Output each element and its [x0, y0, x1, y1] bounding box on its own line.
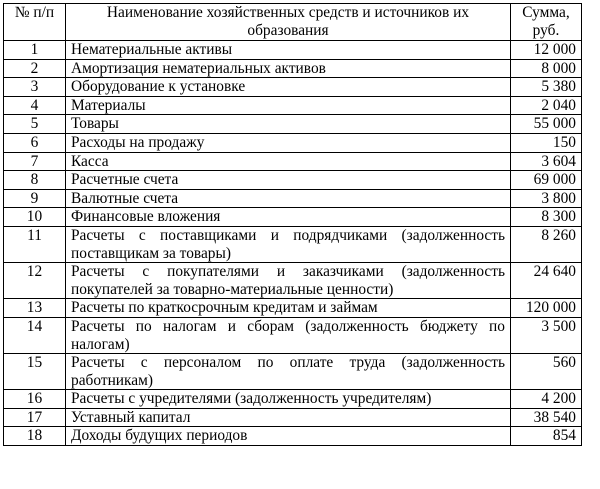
table-row — [4, 171, 582, 190]
row-number: 17 — [4, 408, 66, 427]
table-row — [4, 427, 582, 446]
row-number: 10 — [4, 208, 66, 227]
row-name: Амортизация нематериальных активов — [66, 59, 511, 78]
row-name: Оборудование к установке — [66, 78, 511, 97]
row-number: 7 — [4, 152, 66, 171]
row-name: Валютные счета — [66, 189, 511, 208]
row-name: Расходы на продажу — [66, 133, 511, 152]
row-name: Нематериальные активы — [66, 41, 511, 60]
row-sum: 8 000 — [511, 59, 582, 78]
assets-sources-table — [3, 3, 582, 446]
row-name: Расчеты с поставщиками и подрядчиками (задолженность поставщикам за товары) — [66, 226, 511, 262]
row-name: Уставный капитал — [66, 408, 511, 427]
row-number: 9 — [4, 189, 66, 208]
row-number: 8 — [4, 171, 66, 190]
row-sum: 4 200 — [511, 390, 582, 409]
table-row — [4, 115, 582, 134]
table-row — [4, 390, 582, 409]
row-name: Расчеты с покупателями и заказчиками (задолженность покупателей за товарно-материальные ценности) — [66, 263, 511, 299]
row-sum: 69 000 — [511, 171, 582, 190]
row-sum: 3 500 — [511, 317, 582, 353]
row-number: 11 — [4, 226, 66, 262]
row-sum: 5 380 — [511, 78, 582, 97]
row-name: Расчеты по налогам и сборам (задолженность бюджету по налогам) — [66, 317, 511, 353]
table-row — [4, 226, 582, 262]
row-name: Расчеты с персоналом по оплате труда (задолженность работникам) — [66, 354, 511, 390]
row-number: 15 — [4, 354, 66, 390]
row-sum: 8 260 — [511, 226, 582, 262]
row-name: Расчетные счета — [66, 171, 511, 190]
row-sum: 38 540 — [511, 408, 582, 427]
table-row — [4, 354, 582, 390]
row-name: Материалы — [66, 96, 511, 115]
row-number: 6 — [4, 133, 66, 152]
table-row — [4, 208, 582, 227]
table-row — [4, 189, 582, 208]
row-name: Касса — [66, 152, 511, 171]
row-name: Товары — [66, 115, 511, 134]
row-number: 18 — [4, 427, 66, 446]
table-row — [4, 317, 582, 353]
row-sum: 3 800 — [511, 189, 582, 208]
row-sum: 120 000 — [511, 299, 582, 318]
row-sum: 3 604 — [511, 152, 582, 171]
table-header-row — [4, 4, 582, 41]
table-body — [4, 41, 582, 446]
table-row — [4, 78, 582, 97]
table-row — [4, 59, 582, 78]
row-sum: 8 300 — [511, 208, 582, 227]
row-sum: 55 000 — [511, 115, 582, 134]
table-row — [4, 299, 582, 318]
table-row — [4, 152, 582, 171]
row-sum: 24 640 — [511, 263, 582, 299]
row-sum: 150 — [511, 133, 582, 152]
row-sum: 12 000 — [511, 41, 582, 60]
row-name: Финансовые вложения — [66, 208, 511, 227]
table-row — [4, 133, 582, 152]
row-name: Расчеты с учредителями (задолженность учредителям) — [66, 390, 511, 409]
table-row — [4, 41, 582, 60]
row-sum: 560 — [511, 354, 582, 390]
header-name: Наименование хозяйственных средств и источников их образования — [66, 4, 511, 41]
row-number: 1 — [4, 41, 66, 60]
row-sum: 854 — [511, 427, 582, 446]
header-number: № п/п — [4, 4, 66, 41]
row-number: 2 — [4, 59, 66, 78]
row-number: 3 — [4, 78, 66, 97]
row-number: 16 — [4, 390, 66, 409]
row-name: Расчеты по краткосрочным кредитам и займам — [66, 299, 511, 318]
row-name: Доходы будущих периодов — [66, 427, 511, 446]
row-sum: 2 040 — [511, 96, 582, 115]
header-sum: Сумма, руб. — [511, 4, 582, 41]
row-number: 12 — [4, 263, 66, 299]
table-row — [4, 96, 582, 115]
row-number: 13 — [4, 299, 66, 318]
row-number: 5 — [4, 115, 66, 134]
table-row — [4, 408, 582, 427]
row-number: 4 — [4, 96, 66, 115]
table-row — [4, 263, 582, 299]
row-number: 14 — [4, 317, 66, 353]
